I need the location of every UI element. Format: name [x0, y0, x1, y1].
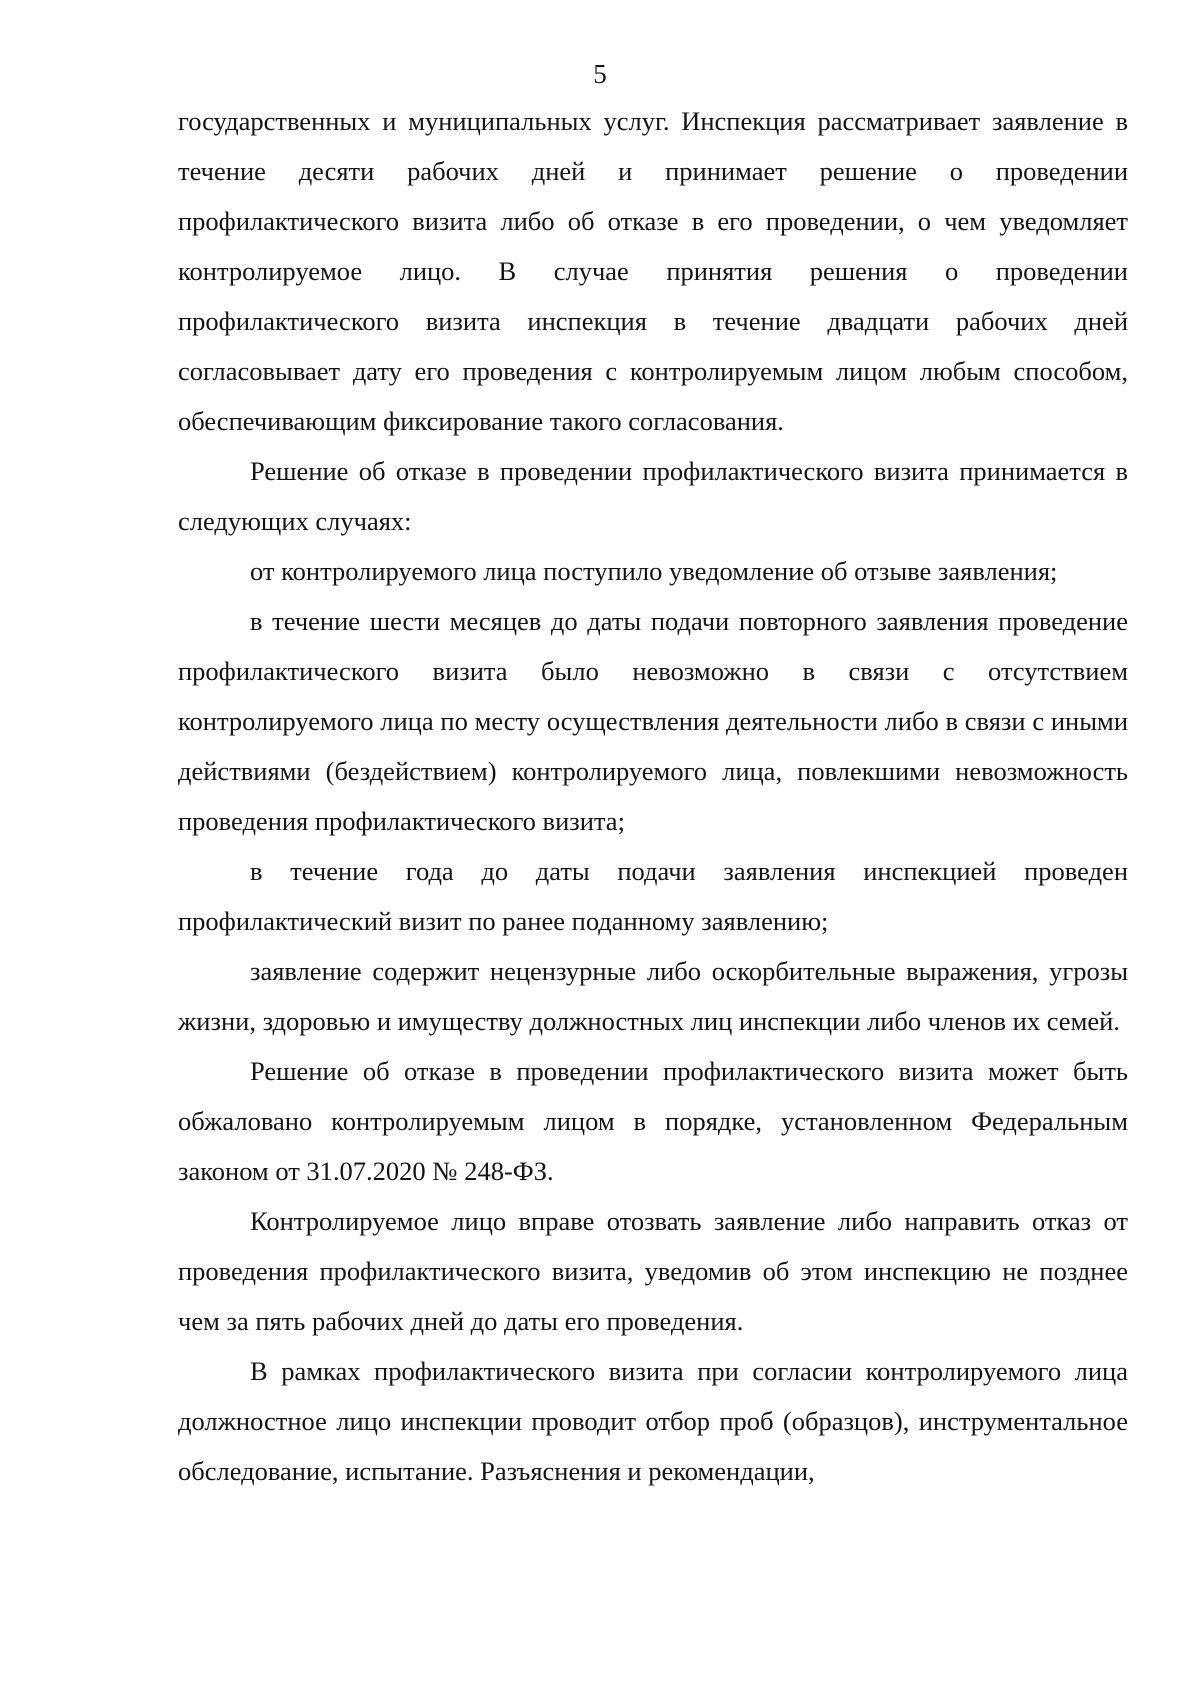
- document-body: [178, 96, 1128, 1496]
- paragraph-case-offensive-content: заявление содержит нецензурные либо оскорбительные выражения, угрозы жизни, здоровью и имуществу должностных лиц инспекции либо членов их семей.: [178, 956, 1128, 1036]
- paragraph-refusal-decision: Решение об отказе в проведении профилактического визита принимается в следующих случаях:: [178, 456, 1128, 536]
- paragraph-case-withdrawal: от контролируемого лица поступило уведомление об отзыве заявления;: [250, 556, 1058, 586]
- paragraph-case-impossible-visit: в течение шести месяцев до даты подачи повторного заявления проведение профилактического визита было невозможно в связи с отсутствием контролируемого лица по месту осуществления деятельности либо в связи с иными действиями (бездействием) контролируемого лица, повлекшими невозможность проведения профилактического визита;: [178, 606, 1128, 836]
- paragraph-appeal: Решение об отказе в проведении профилактического визита может быть обжаловано контролируемым лицом в порядке, установленном Федеральным законом от 31.07.2020 № 248-ФЗ.: [178, 1056, 1128, 1186]
- paragraph-sampling: В рамках профилактического визита при согласии контролируемого лица должностное лицо инспекции проводит отбор проб (образцов), инструментальное обследование, испытание. Разъяснения и рекомендации,: [178, 1356, 1128, 1486]
- page-number: 5: [593, 59, 607, 89]
- paragraph-withdrawal-right: Контролируемое лицо вправе отозвать заявление либо направить отказ от проведения профилактического визита, уведомив об этом инспекцию не позднее чем за пять рабочих дней до даты его проведения.: [178, 1206, 1128, 1336]
- paragraph-continuation: государственных и муниципальных услуг. Инспекция рассматривает заявление в течение десяти рабочих дней и принимает решение о проведении профилактического визита либо об отказе в его проведении, о чем уведомляет контролируемое лицо. В случае принятия решения о проведении профилактического визита инспекция в течение двадцати рабочих дней согласовывает дату его проведения с контролируемым лицом любым способом, обеспечивающим фиксирование такого согласования.: [178, 106, 1128, 436]
- paragraph-case-visit-within-year: в течение года до даты подачи заявления инспекцией проведен профилактический визит по ранее поданному заявлению;: [178, 856, 1128, 936]
